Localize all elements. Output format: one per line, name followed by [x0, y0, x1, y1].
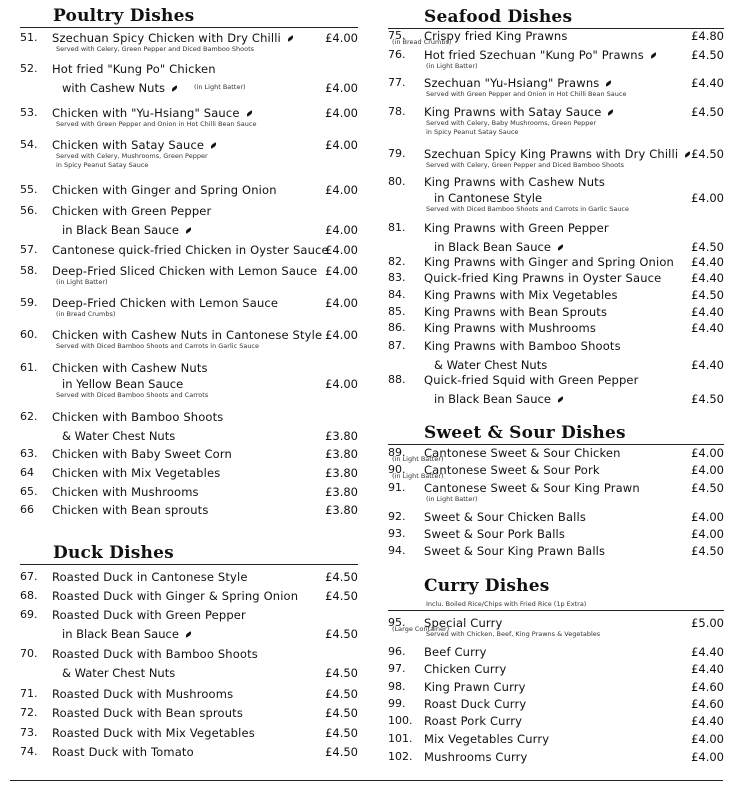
item-price: £4.50 [691, 481, 724, 495]
item-description: (in Light Batter) [426, 62, 478, 70]
item-number: 93. [388, 527, 406, 540]
item-name: Chicken with Baby Sweet Corn [52, 447, 232, 461]
item-number: 68. [20, 589, 38, 602]
item-description: Served with Celery, Green Pepper and Diced Bamboo Shoots [426, 161, 625, 169]
item-name: Chicken with Green Pepper [52, 204, 212, 218]
item-name-continued: & Water Chest Nuts [434, 358, 548, 372]
item-price: £4.50 [691, 147, 724, 161]
item-number: 67. [20, 570, 38, 583]
chili-icon [185, 631, 192, 637]
menu-item [388, 463, 724, 482]
item-name: Crispy fried King Prawns [424, 29, 568, 43]
item-name: Szechuan Spicy Chicken with Dry Chilli [52, 31, 294, 45]
item-description: Served with Diced Bamboo Shoots and Carrots in Garlic Sauce [426, 205, 630, 213]
item-price: £4.40 [691, 255, 724, 269]
item-number: 97. [388, 662, 406, 675]
item-name: Cantonese quick-fried Chicken in Oyster Sauce [52, 243, 329, 257]
item-name: Cantonese Sweet & Sour Chicken [424, 446, 621, 460]
item-name: Mix Vegetables Curry [424, 732, 550, 746]
item-number: 55. [20, 183, 38, 196]
item-inline-note: (in Light Batter) [194, 83, 246, 91]
item-number: 86. [388, 321, 406, 334]
item-name: Special Curry [424, 616, 503, 630]
item-name: Chicken Curry [424, 662, 507, 676]
item-name-continued: in Black Bean Sauce [434, 392, 564, 406]
item-price: £4.40 [691, 271, 724, 285]
item-name: Sweet & Sour Chicken Balls [424, 510, 586, 524]
item-price: £4.50 [325, 706, 358, 720]
item-price: £4.40 [691, 321, 724, 335]
item-name: King Prawns with Bean Sprouts [424, 305, 608, 319]
item-price: £4.80 [691, 29, 724, 43]
item-name: Roasted Duck with Green Pepper [52, 608, 246, 622]
item-price: £4.00 [325, 377, 358, 391]
item-price: £3.80 [325, 429, 358, 443]
item-name: King Prawns with Bamboo Shoots [424, 339, 621, 353]
item-description: (in Bread Crumbs) [56, 310, 116, 318]
chili-icon [607, 109, 614, 115]
item-description: Served with Green Pepper and Onion in Hot Chilli Bean Sauce [56, 120, 257, 128]
item-number: 66 [20, 503, 34, 516]
item-name: Roasted Duck with Mix Vegetables [52, 726, 255, 740]
item-name: King Prawn Curry [424, 680, 526, 694]
item-price: £4.50 [691, 392, 724, 406]
item-price: £4.60 [691, 680, 724, 694]
item-number: 77. [388, 76, 406, 89]
item-name: Quick-fried King Prawns in Oyster Sauce [424, 271, 662, 285]
chili-icon [287, 35, 294, 41]
item-number: 83. [388, 271, 406, 284]
chili-icon [185, 227, 192, 233]
item-price: £3.80 [325, 447, 358, 461]
item-number: 74. [20, 745, 38, 758]
item-name: King Prawns with Mushrooms [424, 321, 597, 335]
duck-section [20, 543, 358, 565]
menu-item [388, 616, 724, 638]
item-number: 75. [388, 29, 406, 42]
item-number: 71. [20, 687, 38, 700]
item-price: £4.50 [325, 726, 358, 740]
seafood-section [388, 7, 724, 29]
item-name-continued: in Black Bean Sauce [62, 627, 192, 641]
item-name-continued: in Black Bean Sauce [434, 240, 564, 254]
item-number: 60. [20, 328, 38, 341]
item-price: £4.00 [691, 463, 724, 477]
chili-icon [557, 244, 564, 250]
item-name: Beef Curry [424, 645, 487, 659]
curry-section [388, 576, 724, 596]
item-number: 99. [388, 697, 406, 710]
item-price: £4.50 [325, 589, 358, 603]
item-name: Chicken with Cashew Nuts in Cantonese Style [52, 328, 323, 342]
section-title: Seafood Dishes [424, 7, 573, 27]
item-number: 59. [20, 296, 38, 309]
item-number: 91. [388, 481, 406, 494]
section-rule [388, 610, 724, 611]
item-inline-note: (in Bread Crumbs) [392, 38, 452, 46]
item-name-continued: & Water Chest Nuts [62, 666, 176, 680]
section-title: Duck Dishes [53, 543, 174, 563]
item-name: Hot fried Szechuan "Kung Po" Prawns [424, 48, 657, 62]
item-description: Served with Celery, Mushrooms, Green Pepper [56, 152, 208, 160]
item-price: £4.40 [691, 76, 724, 90]
item-inline-note: (in Light Batter) [392, 455, 444, 463]
item-number: 80. [388, 175, 406, 188]
item-name: Chicken with Bean sprouts [52, 503, 209, 517]
item-name: Hot fried "Kung Po" Chicken [52, 62, 216, 76]
item-price: £3.80 [325, 485, 358, 499]
item-number: 78. [388, 105, 406, 118]
item-price: £4.00 [691, 750, 724, 764]
item-price: £4.00 [325, 31, 358, 45]
item-name: Chicken with Ginger and Spring Onion [52, 183, 277, 197]
item-name: Roasted Duck with Bamboo Shoots [52, 647, 258, 661]
chili-icon [557, 396, 564, 402]
item-number: 69. [20, 608, 38, 621]
item-number: 101. [388, 732, 413, 745]
item-number: 58. [20, 264, 38, 277]
item-number: 73. [20, 726, 38, 739]
item-price: £4.40 [691, 358, 724, 372]
item-price: £4.50 [325, 570, 358, 584]
section-title: Curry Dishes [424, 576, 550, 596]
item-name: Roast Duck Curry [424, 697, 527, 711]
item-number: 81. [388, 221, 406, 234]
item-number: 94. [388, 544, 406, 557]
item-price: £4.00 [325, 296, 358, 310]
section-rule [20, 564, 358, 565]
item-number: 100. [388, 714, 413, 727]
item-price: £4.50 [691, 105, 724, 119]
item-price: £4.50 [691, 240, 724, 254]
item-name: Cantonese Sweet & Sour Pork [424, 463, 600, 477]
item-description: Served with Celery, Green Pepper and Diced Bamboo Shoots [56, 45, 255, 53]
chili-icon [650, 52, 657, 58]
item-number: 63. [20, 447, 38, 460]
item-inline-note: (Large Container) [392, 625, 450, 633]
bottom-rule [10, 780, 723, 781]
poultry-section [20, 6, 358, 28]
item-name: Roasted Duck with Mushrooms [52, 687, 234, 701]
item-number: 51. [20, 31, 38, 44]
item-description: Served with Diced Bamboo Shoots and Carrots [56, 391, 209, 399]
item-price: £4.00 [691, 510, 724, 524]
item-name: Quick-fried Squid with Green Pepper [424, 373, 639, 387]
item-name: Sweet & Sour Pork Balls [424, 527, 566, 541]
item-description: Served with Chicken, Beef, King Prawns & Vegetables [426, 630, 601, 638]
item-price: £4.00 [325, 328, 358, 342]
section-title: Poultry Dishes [53, 6, 195, 26]
item-price: £4.00 [691, 527, 724, 541]
item-name: Mushrooms Curry [424, 750, 528, 764]
item-price: £4.00 [691, 732, 724, 746]
item-price: £4.50 [691, 48, 724, 62]
menu-item [388, 29, 724, 48]
item-name: Sweet & Sour King Prawn Balls [424, 544, 606, 558]
item-name-continued: with Cashew Nuts [62, 81, 178, 95]
item-name-continued: & Water Chest Nuts [62, 429, 176, 443]
chili-icon [605, 80, 612, 86]
item-number: 95. [388, 616, 406, 629]
item-price: £4.00 [325, 243, 358, 257]
item-number: 92. [388, 510, 406, 523]
item-price: £4.00 [325, 106, 358, 120]
item-name: Szechuan Spicy King Prawns with Dry Chilli [424, 147, 691, 161]
item-price: £5.00 [691, 616, 724, 630]
item-name: Cantonese Sweet & Sour King Prawn [424, 481, 640, 495]
item-number: 54. [20, 138, 38, 151]
item-description: Served with Diced Bamboo Shoots and Carrots in Garlic Sauce [56, 342, 260, 350]
item-name: Szechuan "Yu-Hsiang" Prawns [424, 76, 612, 90]
item-number: 52. [20, 62, 38, 75]
item-price: £3.80 [325, 466, 358, 480]
item-price: £4.00 [325, 183, 358, 197]
item-name: Roast Duck with Tomato [52, 745, 194, 759]
item-number: 87. [388, 339, 406, 352]
item-name: Chicken with Cashew Nuts [52, 361, 208, 375]
item-number: 98. [388, 680, 406, 693]
item-number: 57. [20, 243, 38, 256]
item-number: 72. [20, 706, 38, 719]
item-description: in Spicy Peanut Satay Sauce [56, 161, 149, 169]
item-number: 88. [388, 373, 406, 386]
item-name: Roasted Duck in Cantonese Style [52, 570, 248, 584]
item-name: Roast Pork Curry [424, 714, 523, 728]
section-rule [388, 444, 724, 445]
item-name: Roasted Duck with Ginger & Spring Onion [52, 589, 299, 603]
item-name: Roasted Duck with Bean sprouts [52, 706, 243, 720]
item-price: £4.40 [691, 305, 724, 319]
item-description: (in Light Batter) [56, 278, 108, 286]
item-number: 96. [388, 645, 406, 658]
item-number: 85. [388, 305, 406, 318]
item-number: 89. [388, 446, 406, 459]
item-inline-note: (in Light Batter) [392, 472, 444, 480]
item-price: £4.50 [325, 745, 358, 759]
item-price: £4.00 [325, 138, 358, 152]
item-price: £4.00 [325, 264, 358, 278]
item-price: £4.40 [691, 714, 724, 728]
section-title: Sweet & Sour Dishes [424, 423, 626, 443]
item-price: £4.40 [691, 645, 724, 659]
item-number: 61. [20, 361, 38, 374]
item-name: King Prawns with Mix Vegetables [424, 288, 618, 302]
curry-note: Inclu. Boiled Rice/Chips with Fried Rice (1p Extra) [426, 600, 587, 608]
item-name: King Prawns with Green Pepper [424, 221, 609, 235]
item-name-continued: in Yellow Bean Sauce [62, 377, 184, 391]
item-name: Chicken with Bamboo Shoots [52, 410, 224, 424]
item-price: £4.00 [691, 191, 724, 205]
item-name-continued: in Cantonese Style [434, 191, 543, 205]
item-number: 62. [20, 410, 38, 423]
item-price: £4.50 [691, 544, 724, 558]
item-number: 70. [20, 647, 38, 660]
item-number: 76. [388, 48, 406, 61]
item-price: £4.00 [325, 223, 358, 237]
chili-icon [171, 85, 178, 91]
section-rule [20, 27, 358, 28]
item-number: 64 [20, 466, 34, 479]
item-name: King Prawns with Satay Sauce [424, 105, 614, 119]
item-price: £4.00 [691, 446, 724, 460]
sweetsour-section [388, 423, 724, 445]
item-number: 56. [20, 204, 38, 217]
item-name: Chicken with Mushrooms [52, 485, 199, 499]
item-price: £4.00 [325, 81, 358, 95]
item-description: Served with Celery, Baby Mushrooms, Green Pepper [426, 119, 597, 127]
item-name: Chicken with Mix Vegetables [52, 466, 221, 480]
item-price: £4.40 [691, 662, 724, 676]
item-description: (in Light Batter) [426, 495, 478, 503]
item-number: 79. [388, 147, 406, 160]
item-number: 102. [388, 750, 413, 763]
item-number: 84. [388, 288, 406, 301]
item-description: Served with Green Pepper and Onion in Hot Chilli Bean Sauce [426, 90, 627, 98]
item-description: in Spicy Peanut Satay Sauce [426, 128, 519, 136]
item-price: £4.50 [691, 288, 724, 302]
item-price: £4.60 [691, 697, 724, 711]
item-price: £4.50 [325, 687, 358, 701]
chili-icon [210, 142, 217, 148]
item-price: £3.80 [325, 503, 358, 517]
item-number: 65. [20, 485, 38, 498]
item-name: Chicken with Satay Sauce [52, 138, 217, 152]
item-name: King Prawns with Cashew Nuts [424, 175, 605, 189]
chili-icon [245, 110, 252, 116]
item-name: King Prawns with Ginger and Spring Onion [424, 255, 674, 269]
item-name-continued: in Black Bean Sauce [62, 223, 192, 237]
item-name: Chicken with "Yu-Hsiang" Sauce [52, 106, 253, 120]
item-name: Deep-Fried Sliced Chicken with Lemon Sauce [52, 264, 318, 278]
item-price: £4.50 [325, 627, 358, 641]
item-number: 82. [388, 255, 406, 268]
item-number: 90. [388, 463, 406, 476]
item-number: 53. [20, 106, 38, 119]
item-name: Deep-Fried Chicken with Lemon Sauce [52, 296, 279, 310]
item-price: £4.50 [325, 666, 358, 680]
